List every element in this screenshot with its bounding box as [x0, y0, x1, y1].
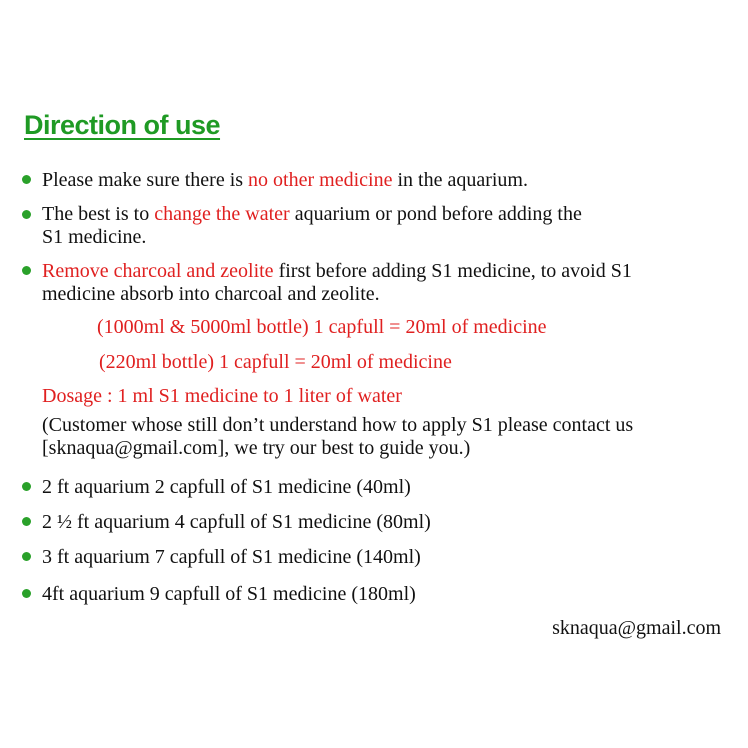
instruction-remove-charcoal-cont: medicine absorb into charcoal and zeolite.	[42, 283, 380, 305]
instruction-highlight: no other medicine	[248, 169, 393, 191]
direction-of-use-heading: Direction of use	[24, 110, 221, 140]
size-item: 2 ft aquarium 2 capfull of S1 medicine (40ml)	[42, 476, 411, 498]
bullet-dot	[22, 266, 31, 275]
instruction-text: in the aquarium.	[392, 169, 528, 191]
dosage-line: Dosage : 1 ml S1 medicine to 1 liter of water	[42, 385, 402, 407]
instruction-text: first before adding S1 medicine, to avoid S1	[273, 260, 632, 282]
bullet-dot	[22, 552, 31, 561]
instruction-remove-charcoal	[42, 260, 632, 282]
instruction-change-water-cont: S1 medicine.	[42, 226, 147, 248]
bullet-dot	[22, 517, 31, 526]
size-item: 4ft aquarium 9 capfull of S1 medicine (180ml)	[42, 583, 416, 605]
instruction-text: The best is to	[42, 203, 155, 225]
contact-email: sknaqua@gmail.com	[552, 617, 721, 639]
instruction-no-other-medicine	[42, 169, 528, 191]
bullet-dot	[22, 482, 31, 491]
size-item: 3 ft aquarium 7 capfull of S1 medicine (140ml)	[42, 546, 421, 568]
contact-note-cont: [sknaqua@gmail.com], we try our best to guide you.)	[42, 437, 471, 459]
instruction-change-water	[42, 203, 582, 225]
instruction-highlight: change the water	[154, 203, 290, 225]
size-item: 2 ½ ft aquarium 4 capfull of S1 medicine (80ml)	[42, 511, 431, 533]
bullet-dot	[22, 210, 31, 219]
instruction-text: Please make sure there is	[42, 169, 249, 191]
capfull-large-bottle: (1000ml & 5000ml bottle) 1 capfull = 20ml of medicine	[97, 316, 547, 338]
bullet-dot	[22, 589, 31, 598]
bullet-dot	[22, 175, 31, 184]
instruction-highlight: Remove charcoal and zeolite	[42, 260, 274, 282]
instruction-text: aquarium or pond before adding the	[289, 203, 582, 225]
contact-note: (Customer whose still don’t understand how to apply S1 please contact us	[42, 414, 634, 436]
capfull-small-bottle: (220ml bottle) 1 capfull = 20ml of medicine	[99, 351, 452, 373]
